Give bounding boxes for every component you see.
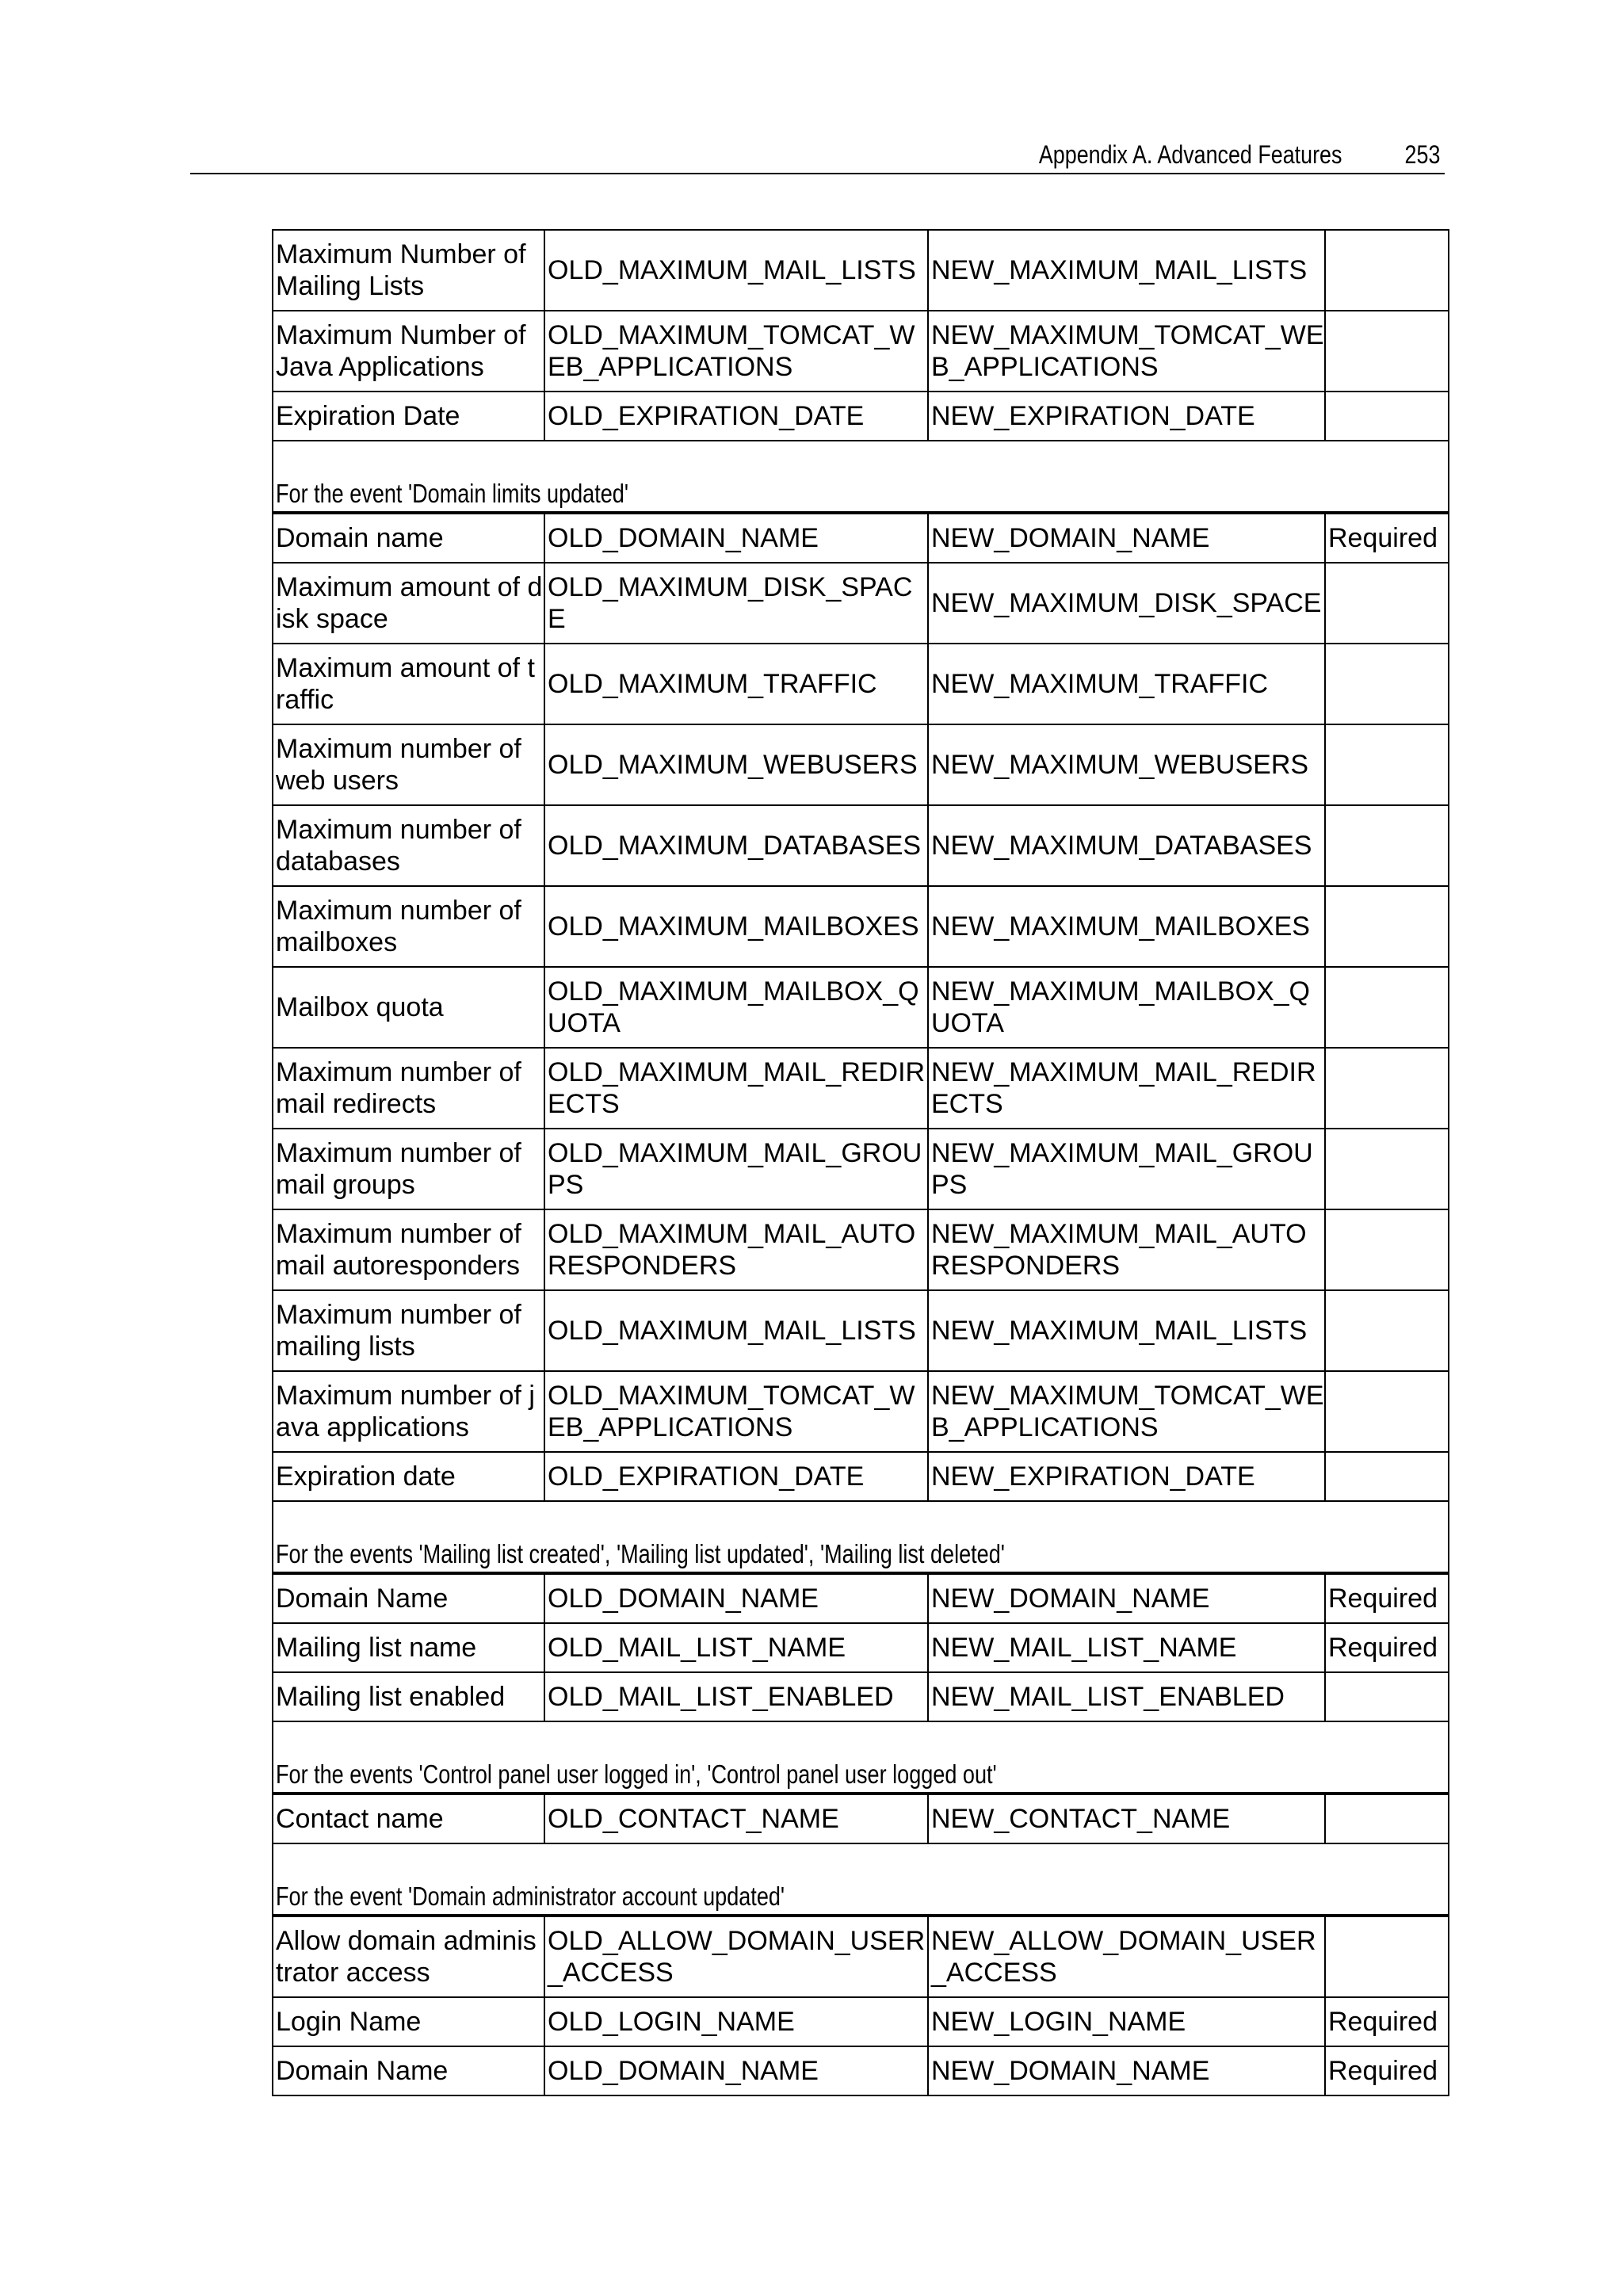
field-description: Domain name <box>273 513 544 563</box>
table-row <box>273 311 1449 392</box>
page-header <box>190 133 1445 174</box>
old-placeholder: OLD_MAXIMUM_MAIL_AUTORESPONDERS <box>544 1209 928 1290</box>
section-heading: For the event 'Domain administrator account updated' <box>276 1881 785 1911</box>
required-flag <box>1325 967 1449 1048</box>
table-row <box>273 1573 1449 1623</box>
field-description: Maximum number of mail redirects <box>273 1048 544 1129</box>
new-placeholder: NEW_MAXIMUM_MAIL_LISTS <box>928 1290 1325 1371</box>
old-placeholder: OLD_MAXIMUM_MAIL_LISTS <box>544 230 928 311</box>
required-flag <box>1325 1672 1449 1721</box>
placeholder-table-container <box>272 229 1449 2096</box>
field-description: Maximum Number of Java Applications <box>273 311 544 392</box>
field-description: Maximum number of databases <box>273 805 544 886</box>
section-row <box>273 1721 1449 1794</box>
placeholder-table <box>272 229 1449 2096</box>
field-description: Maximum Number of Mailing Lists <box>273 230 544 311</box>
section-heading-cell <box>273 441 1449 513</box>
required-flag <box>1325 1048 1449 1129</box>
table-row <box>273 886 1449 967</box>
section-heading-cell <box>273 1843 1449 1916</box>
section-heading: For the events 'Mailing list created', 'Mailing list updated', 'Mailing list deleted' <box>276 1539 1005 1568</box>
new-placeholder: NEW_MAIL_LIST_ENABLED <box>928 1672 1325 1721</box>
new-placeholder: NEW_MAXIMUM_DISK_SPACE <box>928 563 1325 644</box>
table-row <box>273 513 1449 563</box>
field-description: Maximum number of mailing lists <box>273 1290 544 1371</box>
required-flag <box>1325 1371 1449 1452</box>
required-flag <box>1325 392 1449 441</box>
required-flag <box>1325 1794 1449 1843</box>
new-placeholder: NEW_MAXIMUM_MAILBOXES <box>928 886 1325 967</box>
table-row <box>273 1794 1449 1843</box>
table-row <box>273 1997 1449 2046</box>
field-description: Expiration Date <box>273 392 544 441</box>
new-placeholder: NEW_MAXIMUM_MAIL_AUTORESPONDERS <box>928 1209 1325 1290</box>
old-placeholder: OLD_EXPIRATION_DATE <box>544 392 928 441</box>
section-heading-cell <box>273 1721 1449 1794</box>
running-title: Appendix A. Advanced Features <box>1038 140 1342 169</box>
table-row <box>273 1290 1449 1371</box>
required-flag <box>1325 886 1449 967</box>
old-placeholder: OLD_MAXIMUM_DATABASES <box>544 805 928 886</box>
section-row <box>273 1501 1449 1573</box>
new-placeholder: NEW_MAXIMUM_DATABASES <box>928 805 1325 886</box>
old-placeholder: OLD_ALLOW_DOMAIN_USER_ACCESS <box>544 1916 928 1997</box>
old-placeholder: OLD_DOMAIN_NAME <box>544 2046 928 2095</box>
new-placeholder: NEW_ALLOW_DOMAIN_USER_ACCESS <box>928 1916 1325 1997</box>
table-row <box>273 1371 1449 1452</box>
section-heading: For the event 'Domain limits updated' <box>276 479 629 508</box>
field-description: Mailing list name <box>273 1623 544 1672</box>
required-flag <box>1325 1209 1449 1290</box>
required-flag: Required <box>1325 2046 1449 2095</box>
page-number: 253 <box>1404 140 1440 169</box>
required-flag: Required <box>1325 1623 1449 1672</box>
section-heading: For the events 'Control panel user logged in', 'Control panel user logged out' <box>276 1759 997 1789</box>
old-placeholder: OLD_MAXIMUM_MAIL_REDIRECTS <box>544 1048 928 1129</box>
section-row <box>273 441 1449 513</box>
required-flag <box>1325 1290 1449 1371</box>
old-placeholder: OLD_MAXIMUM_MAIL_GROUPS <box>544 1129 928 1209</box>
table-row <box>273 230 1449 311</box>
field-description: Maximum number of java applications <box>273 1371 544 1452</box>
required-flag <box>1325 644 1449 724</box>
required-flag <box>1325 230 1449 311</box>
required-flag <box>1325 563 1449 644</box>
new-placeholder: NEW_MAIL_LIST_NAME <box>928 1623 1325 1672</box>
required-flag <box>1325 724 1449 805</box>
field-description: Domain Name <box>273 2046 544 2095</box>
old-placeholder: OLD_CONTACT_NAME <box>544 1794 928 1843</box>
old-placeholder: OLD_MAXIMUM_DISK_SPACE <box>544 563 928 644</box>
required-flag: Required <box>1325 1573 1449 1623</box>
required-flag <box>1325 805 1449 886</box>
new-placeholder: NEW_DOMAIN_NAME <box>928 1573 1325 1623</box>
field-description: Login Name <box>273 1997 544 2046</box>
field-description: Mailbox quota <box>273 967 544 1048</box>
new-placeholder: NEW_DOMAIN_NAME <box>928 2046 1325 2095</box>
required-flag <box>1325 1916 1449 1997</box>
table-row <box>273 724 1449 805</box>
field-description: Maximum amount of traffic <box>273 644 544 724</box>
old-placeholder: OLD_MAXIMUM_TRAFFIC <box>544 644 928 724</box>
new-placeholder: NEW_EXPIRATION_DATE <box>928 1452 1325 1501</box>
required-flag <box>1325 311 1449 392</box>
new-placeholder: NEW_MAXIMUM_MAIL_LISTS <box>928 230 1325 311</box>
old-placeholder: OLD_MAXIMUM_MAILBOXES <box>544 886 928 967</box>
new-placeholder: NEW_MAXIMUM_MAILBOX_QUOTA <box>928 967 1325 1048</box>
required-flag: Required <box>1325 513 1449 563</box>
old-placeholder: OLD_MAIL_LIST_NAME <box>544 1623 928 1672</box>
old-placeholder: OLD_DOMAIN_NAME <box>544 513 928 563</box>
new-placeholder: NEW_MAXIMUM_MAIL_GROUPS <box>928 1129 1325 1209</box>
table-row <box>273 644 1449 724</box>
old-placeholder: OLD_MAXIMUM_TOMCAT_WEB_APPLICATIONS <box>544 311 928 392</box>
old-placeholder: OLD_DOMAIN_NAME <box>544 1573 928 1623</box>
old-placeholder: OLD_MAXIMUM_TOMCAT_WEB_APPLICATIONS <box>544 1371 928 1452</box>
field-description: Domain Name <box>273 1573 544 1623</box>
old-placeholder: OLD_MAIL_LIST_ENABLED <box>544 1672 928 1721</box>
section-heading-cell <box>273 1501 1449 1573</box>
new-placeholder: NEW_EXPIRATION_DATE <box>928 392 1325 441</box>
table-row <box>273 1209 1449 1290</box>
new-placeholder: NEW_DOMAIN_NAME <box>928 513 1325 563</box>
required-flag <box>1325 1129 1449 1209</box>
new-placeholder: NEW_MAXIMUM_TRAFFIC <box>928 644 1325 724</box>
old-placeholder: OLD_EXPIRATION_DATE <box>544 1452 928 1501</box>
table-row <box>273 392 1449 441</box>
field-description: Mailing list enabled <box>273 1672 544 1721</box>
table-row <box>273 1916 1449 1997</box>
field-description: Maximum number of mail groups <box>273 1129 544 1209</box>
field-description: Maximum number of mailboxes <box>273 886 544 967</box>
old-placeholder: OLD_MAXIMUM_MAIL_LISTS <box>544 1290 928 1371</box>
field-description: Expiration date <box>273 1452 544 1501</box>
old-placeholder: OLD_LOGIN_NAME <box>544 1997 928 2046</box>
field-description: Maximum amount of disk space <box>273 563 544 644</box>
required-flag: Required <box>1325 1997 1449 2046</box>
table-row <box>273 1048 1449 1129</box>
old-placeholder: OLD_MAXIMUM_WEBUSERS <box>544 724 928 805</box>
required-flag <box>1325 1452 1449 1501</box>
section-row <box>273 1843 1449 1916</box>
new-placeholder: NEW_MAXIMUM_TOMCAT_WEB_APPLICATIONS <box>928 311 1325 392</box>
table-row <box>273 967 1449 1048</box>
field-description: Maximum number of mail autoresponders <box>273 1209 544 1290</box>
field-description: Maximum number of web users <box>273 724 544 805</box>
table-row <box>273 805 1449 886</box>
table-row <box>273 563 1449 644</box>
table-row <box>273 1452 1449 1501</box>
new-placeholder: NEW_MAXIMUM_MAIL_REDIRECTS <box>928 1048 1325 1129</box>
table-row <box>273 1672 1449 1721</box>
field-description: Allow domain administrator access <box>273 1916 544 1997</box>
table-row <box>273 1129 1449 1209</box>
new-placeholder: NEW_MAXIMUM_TOMCAT_WEB_APPLICATIONS <box>928 1371 1325 1452</box>
old-placeholder: OLD_MAXIMUM_MAILBOX_QUOTA <box>544 967 928 1048</box>
new-placeholder: NEW_CONTACT_NAME <box>928 1794 1325 1843</box>
table-row <box>273 1623 1449 1672</box>
new-placeholder: NEW_MAXIMUM_WEBUSERS <box>928 724 1325 805</box>
new-placeholder: NEW_LOGIN_NAME <box>928 1997 1325 2046</box>
table-row <box>273 2046 1449 2095</box>
field-description: Contact name <box>273 1794 544 1843</box>
